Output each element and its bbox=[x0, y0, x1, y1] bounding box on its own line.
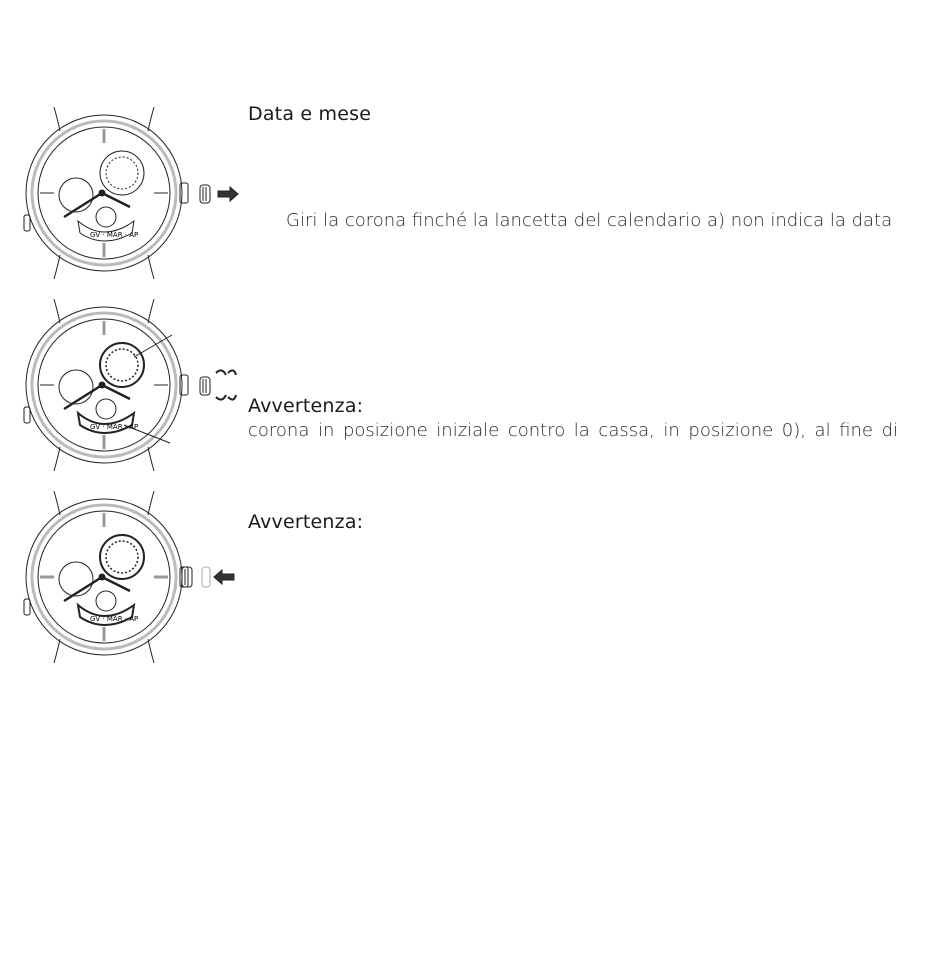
warning-text: corona in posizione iniziale contro la cassa, in posizione 0), al fine di bbox=[248, 420, 898, 441]
section-heading-warning: Avvertenza: bbox=[248, 395, 364, 417]
watch-drawing bbox=[14, 103, 244, 283]
month-window-label: GV · MAR · AP bbox=[90, 615, 139, 623]
section-heading-warning-2: Avvertenza: bbox=[248, 511, 364, 533]
watch-illustration-rotate-crown bbox=[14, 295, 244, 475]
watch-drawing bbox=[14, 487, 244, 667]
instruction-text: Giri la corona finché la lancetta del calendario a) non indica la data bbox=[286, 210, 893, 231]
section-heading-date-month: Data e mese bbox=[248, 103, 372, 125]
watch-illustration-push-crown bbox=[14, 487, 244, 667]
watch-illustration-pull-crown bbox=[14, 103, 244, 283]
watch-drawing bbox=[14, 295, 244, 475]
month-window-label: GV · MAR · AP bbox=[90, 231, 139, 239]
month-window-label: GV · MAR · AP bbox=[90, 423, 139, 431]
